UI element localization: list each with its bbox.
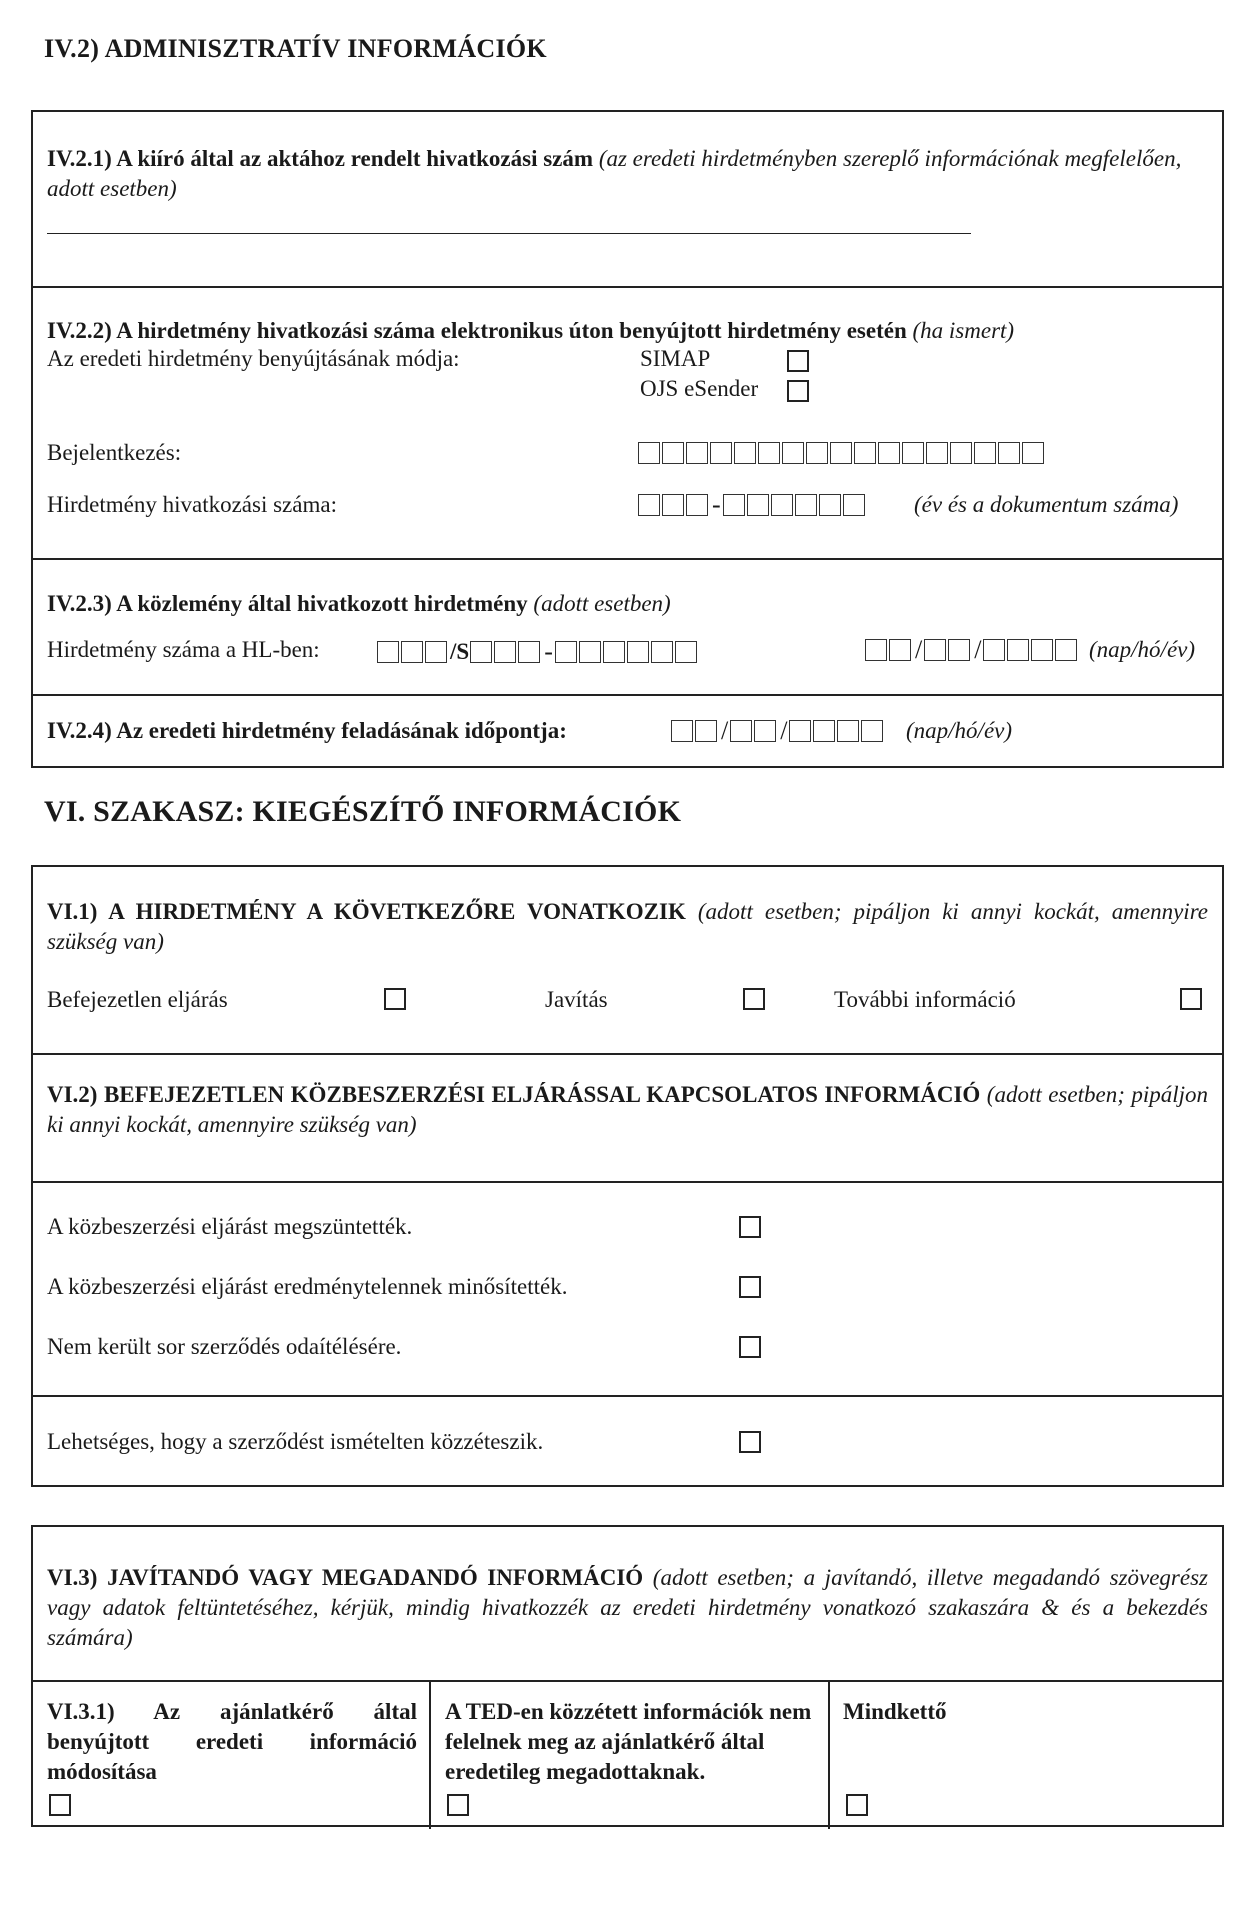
ref-number-input-line[interactable] (47, 233, 971, 234)
char-box[interactable] (924, 639, 946, 661)
char-box[interactable] (494, 641, 516, 663)
dispatch-date-hint: (nap/hó/év) (906, 718, 1013, 743)
column-divider (828, 1682, 830, 1829)
char-box[interactable] (579, 641, 601, 663)
contract-not-awarded-checkbox[interactable] (739, 1336, 761, 1358)
char-box[interactable] (950, 442, 972, 464)
char-box[interactable] (926, 442, 948, 464)
char-box[interactable] (638, 494, 660, 516)
char-box[interactable] (730, 720, 752, 742)
char-box[interactable] (401, 641, 423, 663)
char-box[interactable] (754, 720, 776, 742)
char-box[interactable] (710, 442, 732, 464)
original-info-modification-text: VI.3.1) Az ajánlatkérő által benyújtott eredeti információ módosítása (47, 1699, 417, 1784)
char-box[interactable] (470, 641, 492, 663)
admin-section-title: IV.2) ADMINISZTRATÍV INFORMÁCIÓK (44, 34, 547, 63)
char-box[interactable] (1031, 639, 1053, 661)
oj-number-dash: - (544, 637, 553, 666)
incomplete-procedure-info-cell (33, 1053, 1222, 1181)
char-box[interactable] (425, 641, 447, 663)
electronic-ref-cell (33, 286, 1222, 558)
dispatch-date-cell (33, 694, 1222, 770)
char-box[interactable] (837, 720, 859, 742)
republish-cell (33, 1395, 1222, 1489)
char-box[interactable] (819, 494, 841, 516)
char-box[interactable] (1007, 639, 1029, 661)
char-box[interactable] (651, 641, 673, 663)
char-box[interactable] (747, 494, 769, 516)
char-box[interactable] (723, 494, 745, 516)
date-slash: / (780, 716, 788, 745)
date-slash: / (915, 635, 923, 664)
ted-mismatch-checkbox[interactable] (447, 1794, 469, 1816)
date-slash: / (974, 635, 982, 664)
referenced-notice-cell (33, 558, 1222, 694)
char-box[interactable] (734, 442, 756, 464)
char-box[interactable] (695, 720, 717, 742)
char-box[interactable] (998, 442, 1020, 464)
incomplete-procedure-options-cell (33, 1181, 1222, 1395)
char-box[interactable] (627, 641, 649, 663)
both-checkbox[interactable] (846, 1794, 868, 1816)
date-slash: / (721, 716, 729, 745)
correction-info-box (31, 1525, 1224, 1827)
char-box[interactable] (813, 720, 835, 742)
correction-label: Javítás (545, 987, 608, 1012)
ojs-esender-label: OJS eSender (640, 376, 759, 401)
notice-ref-boxes[interactable] (638, 490, 867, 519)
simap-label: SIMAP (640, 346, 711, 371)
contract-not-awarded-label: Nem került sor szerződés odaítélésére. (47, 1334, 402, 1359)
incomplete-procedure-checkbox[interactable] (384, 988, 406, 1010)
char-box[interactable] (782, 442, 804, 464)
procedure-discontinued-label: A közbeszerzési eljárást megszüntették. (47, 1214, 413, 1239)
char-box[interactable] (948, 639, 970, 661)
char-box[interactable] (638, 442, 660, 464)
oj-number-boxes[interactable] (377, 639, 699, 665)
correction-checkbox[interactable] (743, 988, 765, 1010)
oj-number-separator: /S (450, 639, 470, 664)
char-box[interactable] (662, 442, 684, 464)
procedure-discontinued-checkbox[interactable] (739, 1216, 761, 1238)
column-divider (429, 1682, 431, 1829)
char-box[interactable] (686, 442, 708, 464)
referenced-date-hint: (nap/hó/év) (1089, 637, 1196, 662)
referenced-notice-heading: IV.2.3) A közlemény által hivatkozott hirdetmény (adott esetben) (47, 591, 671, 616)
ojs-esender-checkbox[interactable] (787, 380, 809, 402)
dispatch-date-heading: IV.2.4) Az eredeti hirdetmény feladásának időpontja: (47, 718, 567, 743)
oj-number-label: Hirdetmény száma a HL-ben: (47, 637, 320, 662)
char-box[interactable] (758, 442, 780, 464)
char-box[interactable] (902, 442, 924, 464)
original-info-modification-checkbox[interactable] (49, 1794, 71, 1816)
electronic-ref-heading: IV.2.2) A hirdetmény hivatkozási száma elektronikus úton benyújtott hirdetmény esetén (ha ismert) (47, 318, 1015, 343)
char-box[interactable] (686, 494, 708, 516)
referenced-date-boxes[interactable] (865, 635, 1079, 664)
notice-ref-label: Hirdetmény hivatkozási száma: (47, 492, 337, 517)
char-box[interactable] (377, 641, 399, 663)
both-text: Mindkettő (843, 1699, 947, 1724)
procedure-unsuccessful-checkbox[interactable] (739, 1276, 761, 1298)
correction-columns-row (33, 1680, 1222, 1829)
additional-info-checkbox[interactable] (1180, 988, 1202, 1010)
notice-relates-heading: VI.1) A HIRDETMÉNY A KÖVETKEZŐRE VONATKOZIK (adott esetben; pipáljon ki annyi kockát, amennyire szükség van) (47, 899, 1208, 954)
char-box[interactable] (983, 639, 1005, 661)
char-box[interactable] (854, 442, 876, 464)
char-box[interactable] (1055, 639, 1077, 661)
login-label: Bejelentkezés: (47, 440, 182, 465)
char-box[interactable] (830, 442, 852, 464)
char-box[interactable] (1022, 442, 1044, 464)
procedure-unsuccessful-label: A közbeszerzési eljárást eredménytelennek minősítették. (47, 1274, 568, 1299)
correction-info-heading: VI.3) JAVÍTANDÓ VAGY MEGADANDÓ INFORMÁCIÓ (adott esetben; a javítandó, illetve megadandó szövegrész vagy adatok feltüntetéséhez, kérjük, mindig hivatkozzék az eredeti hirdetmény vonatkozó szakaszára & és a bekezdés számára) (47, 1565, 1208, 1650)
notice-ref-hint: (év és a dokumentum száma) (914, 492, 1179, 517)
dispatch-date-boxes[interactable] (671, 716, 885, 745)
republish-label: Lehetséges, hogy a szerződést ismételten közzéteszik. (47, 1429, 544, 1454)
additional-info-label: További információ (834, 987, 1016, 1012)
char-box[interactable] (771, 494, 793, 516)
admin-info-box (31, 110, 1224, 768)
char-box[interactable] (789, 720, 811, 742)
notice-ref-dash: - (712, 490, 721, 519)
incomplete-procedure-label: Befejezetlen eljárás (47, 987, 228, 1012)
char-box[interactable] (603, 641, 625, 663)
char-box[interactable] (795, 494, 817, 516)
incomplete-procedure-heading: VI.2) BEFEJEZETLEN KÖZBESZERZÉSI ELJÁRÁSSAL KAPCSOLATOS INFORMÁCIÓ (adott esetben; pipáljon ki annyi kockát, amennyire szükség van) (47, 1082, 1209, 1137)
char-box[interactable] (889, 639, 911, 661)
char-box[interactable] (555, 641, 577, 663)
char-box[interactable] (861, 720, 883, 742)
login-code-boxes[interactable] (638, 442, 1046, 464)
char-box[interactable] (662, 494, 684, 516)
char-box[interactable] (878, 442, 900, 464)
submission-mode-label: Az eredeti hirdetmény benyújtásának módja: (47, 346, 460, 371)
char-box[interactable] (671, 720, 693, 742)
char-box[interactable] (843, 494, 865, 516)
ted-mismatch-text: A TED-en közzétett információk nem felelnek meg az ajánlatkérő által eredetileg megadottaknak. (445, 1699, 812, 1784)
char-box[interactable] (675, 641, 697, 663)
char-box[interactable] (806, 442, 828, 464)
char-box[interactable] (974, 442, 996, 464)
correction-info-heading-cell (33, 1527, 1222, 1680)
section-vi-box (31, 865, 1224, 1487)
section-vi-title: VI. SZAKASZ: KIEGÉSZÍTŐ INFORMÁCIÓK (44, 795, 682, 828)
notice-relates-cell (33, 867, 1222, 1053)
simap-checkbox[interactable] (787, 350, 809, 372)
char-box[interactable] (518, 641, 540, 663)
char-box[interactable] (865, 639, 887, 661)
ref-number-cell (33, 112, 1222, 286)
ref-number-heading: IV.2.1) A kiíró által az aktához rendelt hivatkozási szám (az eredeti hirdetményben szereplő információnak megfelelően, adott esetben) (47, 146, 1182, 201)
republish-checkbox[interactable] (739, 1431, 761, 1453)
